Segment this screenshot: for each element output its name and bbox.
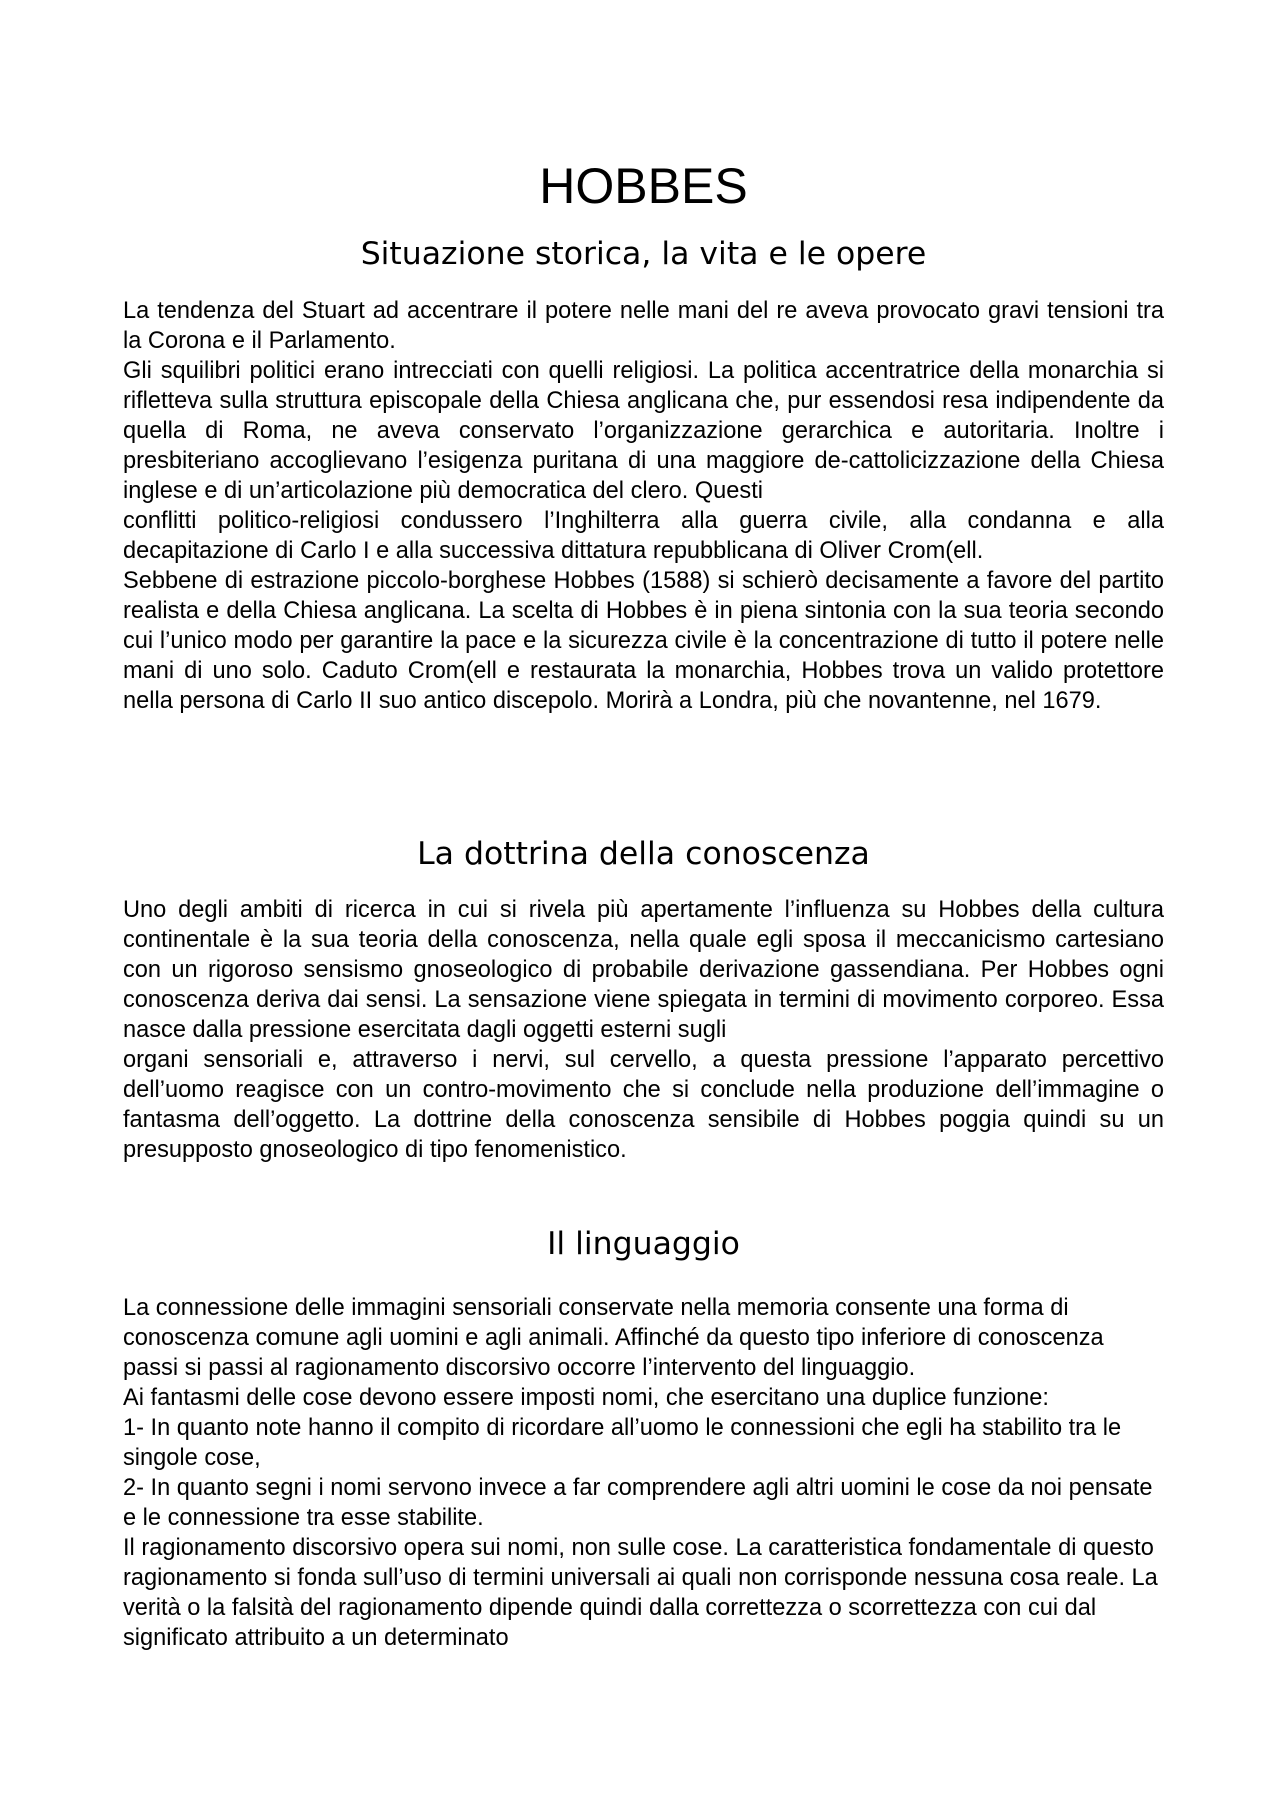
paragraph: Gli squilibri politici erano intrecciati con quelli religiosi. La politica accentratrice della monarchia si rifletteva sulla struttura episcopale della Chiesa anglicana che, pur essendosi resa indipendente da quella di Roma, ne aveva conservato l’organizzazione gerarchica e autoritaria. Inoltre i presbiteriano accoglievano l’esigenza puritana di una maggiore de-cattolicizzazione della Chiesa inglese e di un’articolazione più democratica del clero. Questi [123,358,1164,504]
section-body-linguaggio [123,1293,1164,1653]
paragraph: Uno degli ambiti di ricerca in cui si rivela più apertamente l’influenza su Hobbes della cultura continentale è la sua teoria della conoscenza, nella quale egli sposa il meccanicismo cartesiano con un rigoroso sensismo gnoseologico di probabile derivazione gassendiana. Per Hobbes ogni conoscenza deriva dai sensi. La sensazione viene spiegata in termini di movimento corporeo. Essa nasce dalla pressione esercitata dagli oggetti esterni sugli [123,897,1164,1043]
paragraph: conflitti politico-religiosi condussero l’Inghilterra alla guerra civile, alla condanna e alla decapitazione di Carlo I e alla successiva dittatura repubblicana di Oliver Crom(ell. [123,508,1164,564]
paragraph: organi sensoriali e, attraverso i nervi, sul cervello, a questa pressione l’apparato percettivo dell’uomo reagisce con un contro-movimento che si conclude nella produzione dell’immagine o fantasma dell’oggetto. La dottrine della conoscenza sensibile di Hobbes poggia quindi su un presupposto gnoseologico di tipo fenomenistico. [123,1047,1164,1163]
paragraph: La connessione delle immagini sensoriali conservate nella memoria consente una forma di conoscenza comune agli uomini e agli animali. Affinché da questo tipo inferiore di conoscenza passi si passi al ragionamento discorsivo occorre l’intervento del linguaggio. [123,1295,1104,1381]
paragraph: 2- In quanto segni i nomi servono invece a far comprendere agli altri uomini le cose da noi pensate e le connessione tra esse stabilite. [123,1475,1153,1531]
paragraph: 1- In quanto note hanno il compito di ricordare all’uomo le connessioni che egli ha stabilito tra le singole cose, [123,1415,1122,1471]
paragraph: Sebbene di estrazione piccolo-borghese Hobbes (1588) si schierò decisamente a favore del partito realista e della Chiesa anglicana. La scelta di Hobbes è in piena sintonia con la sua teoria secondo cui l’unico modo per garantire la pace e la sicurezza civile è la concentrazione di tutto il potere nelle mani di uno solo. Caduto Crom(ell e restaurata la monarchia, Hobbes trova un valido protettore nella persona di Carlo II suo antico discepolo. Morirà a Londra, più che novantenne, nel 1679. [123,568,1164,714]
section-body-conoscenza [123,895,1164,1165]
section-heading-linguaggio: Il linguaggio [547,1226,740,1262]
paragraph: La tendenza del Stuart ad accentrare il potere nelle mani del re aveva provocato gravi tensioni tra la Corona e il Parlamento. [123,298,1164,354]
paragraph: Ai fantasmi delle cose devono essere imposti nomi, che esercitano una duplice funzione: [123,1385,1049,1411]
section-body-storia [123,296,1164,716]
document-title: HOBBES [539,158,748,214]
paragraph: Il ragionamento discorsivo opera sui nomi, non sulle cose. La caratteristica fondamentale di questo ragionamento si fonda sull’uso di termini universali ai quali non corrisponde nessuna cosa reale. La verità o la falsità del ragionamento dipende quindi dalla correttezza o scorrettezza con cui dal significato attribuito a un determinato [123,1535,1158,1651]
section-heading-storia: Situazione storica, la vita e le opere [360,236,927,272]
section-heading-conoscenza: La dottrina della conoscenza [417,836,870,872]
